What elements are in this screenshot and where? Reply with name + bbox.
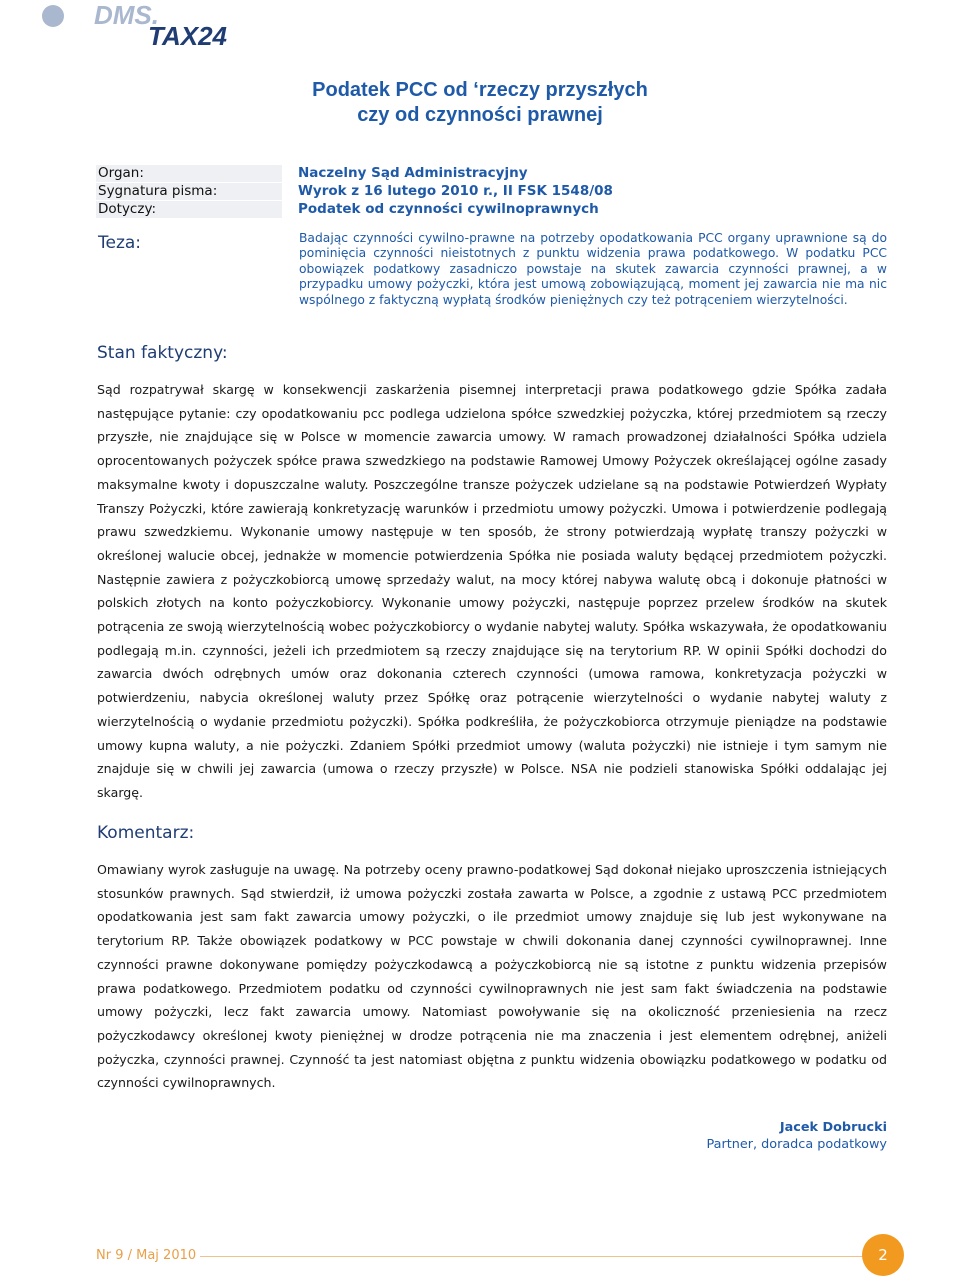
meta-label: Dotyczy:	[96, 201, 282, 218]
title-line-1: Podatek PCC od ‘rzeczy przyszłych	[312, 79, 648, 101]
logo-mark-icon	[42, 5, 64, 27]
page-number-badge: 2	[862, 1234, 904, 1276]
meta-value: Naczelny Sąd Administracyjny	[298, 165, 528, 181]
title-line-2: czy od czynności prawnej	[357, 104, 603, 126]
meta-value: Podatek od czynności cywilnoprawnych	[298, 201, 599, 217]
dms-tax24-logo	[30, 0, 250, 56]
logo-text-bottom: TAX24	[148, 21, 227, 51]
teza-text: Badając czynności cywilno-prawne na potrzeby opodatkowania PCC organy uprawnione są do pominięcia czynności nieistotnych z punktu widzenia prawa podatkowego. W podatku PCC obowiązek podatkowy zasadniczo powstaje na skutek zawarcia czynności prawnej, a w przypadku umowy pożyczki, która jest umową zobowiązującą, moment jej zawarcia nie ma nic wspólnego z faktyczną wypłatą środków pieniężnych czy też potrąceniem wierzytelności.	[299, 231, 887, 307]
meta-value: Wyrok z 16 lutego 2010 r., II FSK 1548/08	[298, 183, 613, 199]
meta-table	[96, 165, 896, 219]
stan-faktyczny-text: Sąd rozpatrywał skargę w konsekwencji zaskarżenia pisemnej interpretacji prawa podatkowego gdzie Spółka zadała następujące pytanie: czy opodatkowaniu pcc podlega udzielona spółce szwedzkiej pożyczka, której przedmiotem są rzeczy przyszłe, nie znajdujące się w Polsce w momencie zawarcia umowy. W ramach prowadzonej działalności Spółka udziela oprocentowanych pożyczek spółce prawa szwedzkiego na podstawie Ramowej Umowy Pożyczek określającej ogólne zasady maksymalne kwoty i dopuszczalne waluty. Poszczególne transze pożyczek udzielane są na podstawie Potwierdzeń Wypłaty Transzy Pożyczki, które zawierają konkretyzację warunków i przedmiotu umowy pożyczki. Umowa i potwierdzenie podlegają prawu szwedzkiemu. Wykonanie umowy następuje w ten sposób, że strony potwierdzają wypłatę transzy pożyczki w określonej walucie obcej, jednakże w momencie potwierdzenia Spółka nie posiada waluty będącej przedmiotem pożyczki. Następnie zawiera z pożyczkobiorcą umowę sprzedaży walut, na mocy której nabywa walutę obcą i dokonuje płatności w polskich złotych na konto pożyczkobiorcy. Wykonanie umowy pożyczki, następuje poprzez przelew środków na skutek potrącenia ze swoją wierzytelnością wobec pożyczkobiorcy o wydanie nabytej waluty. Spółka wskazywała, że opodatkowaniu podlegają m.in. czynności, jeżeli ich przedmiotem są rzeczy znajdujące się na terytorium RP. W opinii Spółki dochodzi do zawarcia dwóch odrębnych umów oraz dokonania czterech czynności (umowa ramowa, konkretyzacja pożyczki w potwierdzeniu, nabycia określonej waluty przez Spółkę oraz potrącenie wierzytelności o wydanie nabytej waluty z wierzytelnością o wydanie przedmiotu pożyczki). Spółka podkreśliła, że pożyczkobiorca otrzymuje pieniądze na podstawie umowy kupna waluty, a nie pożyczki. Zdaniem Spółki przedmiot umowy (waluta pożyczki) nie istnieje i tym samym nie znajduje się w chwili jej zawarcia (umowa o rzeczy przyszłe) w Polsce. NSA nie podzieli stanowiska Spółki oddalając jej skargę.	[97, 382, 887, 800]
stan-faktyczny-heading: Stan faktyczny:	[97, 343, 228, 363]
meta-label: Organ:	[96, 165, 282, 182]
footer-issue: Nr 9 / Maj 2010	[96, 1248, 197, 1263]
footer-divider	[200, 1256, 865, 1257]
signature-name: Jacek Dobrucki	[779, 1120, 887, 1135]
komentarz-heading: Komentarz:	[97, 823, 195, 843]
teza-label: Teza:	[98, 233, 142, 253]
document-title	[200, 78, 760, 128]
meta-label: Sygnatura pisma:	[96, 183, 282, 200]
meta-row-organ	[96, 165, 896, 182]
komentarz-text: Omawiany wyrok zasługuje na uwagę. Na potrzeby oceny prawno-podatkowej Sąd dokonał niejako uproszczenia istniejących stosunków prawnych. Sąd stwierdził, iż umowa pożyczki została zawarta w Polsce, a zgodnie z ustawą PCC przedmiotem opodatkowania jest sam fakt zawarcia umowy pożyczki, o ile przedmiot umowy znajduje się lub jest wykonywane na terytorium RP. Także obowiązek podatkowy w PCC powstaje w chwili dokonania danej czynności cywilnoprawnej. Inne czynności prawne dokonywane pomiędzy pożyczkodawcą a pożyczkobiorcą nie są istotne z punktu widzenia przepisów prawa podatkowego. Przedmiotem podatku od czynności cywilnoprawnych nie jest sam fakt świadczenia na podstawie umowy pożyczki, lecz fakt zawarcia umowy. Natomiast powoływanie się na okoliczność przeniesienia na rzecz pożyczkodawcy określonej kwoty pieniężnej w drodze potrącenia nie ma znaczenia i jest elementem odrębnej, aniżeli pożyczka, czynności prawnej. Czynność ta jest natomiast objętna z punktu widzenia obowiązku podatkowego w podatku od czynności cywilnoprawnych.	[97, 862, 887, 1091]
signature-role: Partner, doradca podatkowy	[706, 1137, 887, 1152]
logo-text-top: DMS.	[94, 0, 159, 30]
meta-row-dotyczy	[96, 201, 896, 218]
meta-row-sygnatura	[96, 183, 896, 200]
signature	[706, 1119, 887, 1153]
